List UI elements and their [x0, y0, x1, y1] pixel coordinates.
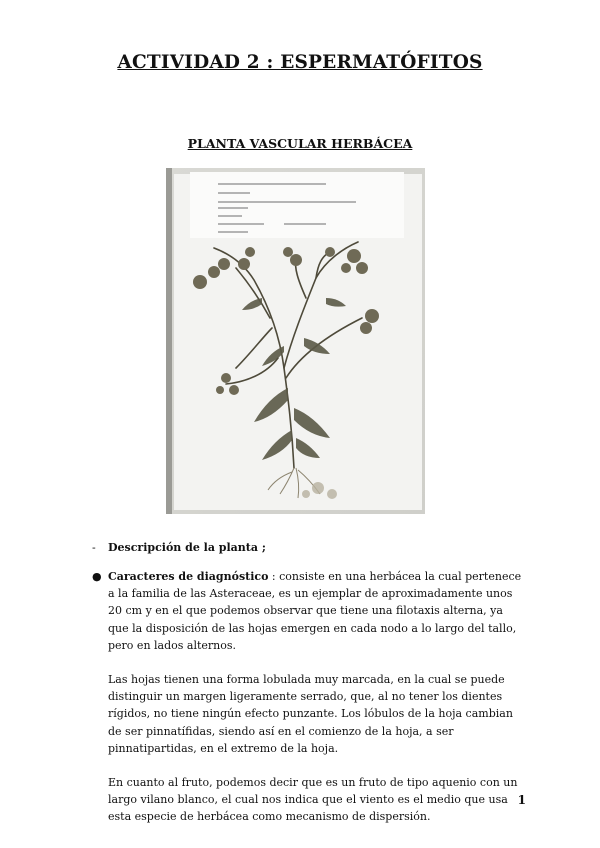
herbarium-specimen-photo	[166, 168, 425, 514]
page-number: 1	[517, 793, 526, 807]
diagnostic-paragraph-3: En cuanto al fruto, podemos decir que es un fruto de tipo aquenio con un largo vilano blanco, el cual nos indica que el viento es el medio que usa esta especie de herbácea como mecanismo de dispersión.	[108, 776, 518, 824]
page-title: ACTIVIDAD 2 : ESPERMATÓFITOS	[117, 52, 483, 73]
description-heading	[92, 541, 266, 554]
description-heading-text: Descripción de la planta ;	[108, 541, 266, 554]
diagnostic-paragraph-1	[108, 568, 522, 654]
diagnostic-label: Caracteres de diagnóstico	[108, 570, 269, 583]
herbarium-specimen-icon	[166, 168, 425, 514]
bullet-icon: ●	[92, 570, 102, 583]
dash-marker: -	[92, 541, 96, 554]
diagnostic-paragraph-2: Las hojas tienen una forma lobulada muy marcada, en la cual se puede distinguir un margen ligeramente serrado, que, al no tener los dientes rígidos, no tiene ningún efecto punzante. Los lóbulos de la hoja cambian de ser pinnatífidas, siendo así en el comienzo de la hoja, a ser pinnatipartidas, en el extremo de la hoja.	[108, 673, 513, 755]
section-subtitle: PLANTA VASCULAR HERBÁCEA	[187, 136, 413, 151]
diagnostic-intro: : consiste en una herbácea la cual pertenece a la familia de las Asteraceae, es un ejemplar de aproximadamente unos 20 cm y en el que podemos observar que tiene una filotaxis alterna, ya que la disposición de las hojas emergen en cada nodo a lo largo del tallo, pero en lados alternos.	[108, 570, 522, 652]
diagnostic-section	[92, 568, 522, 826]
